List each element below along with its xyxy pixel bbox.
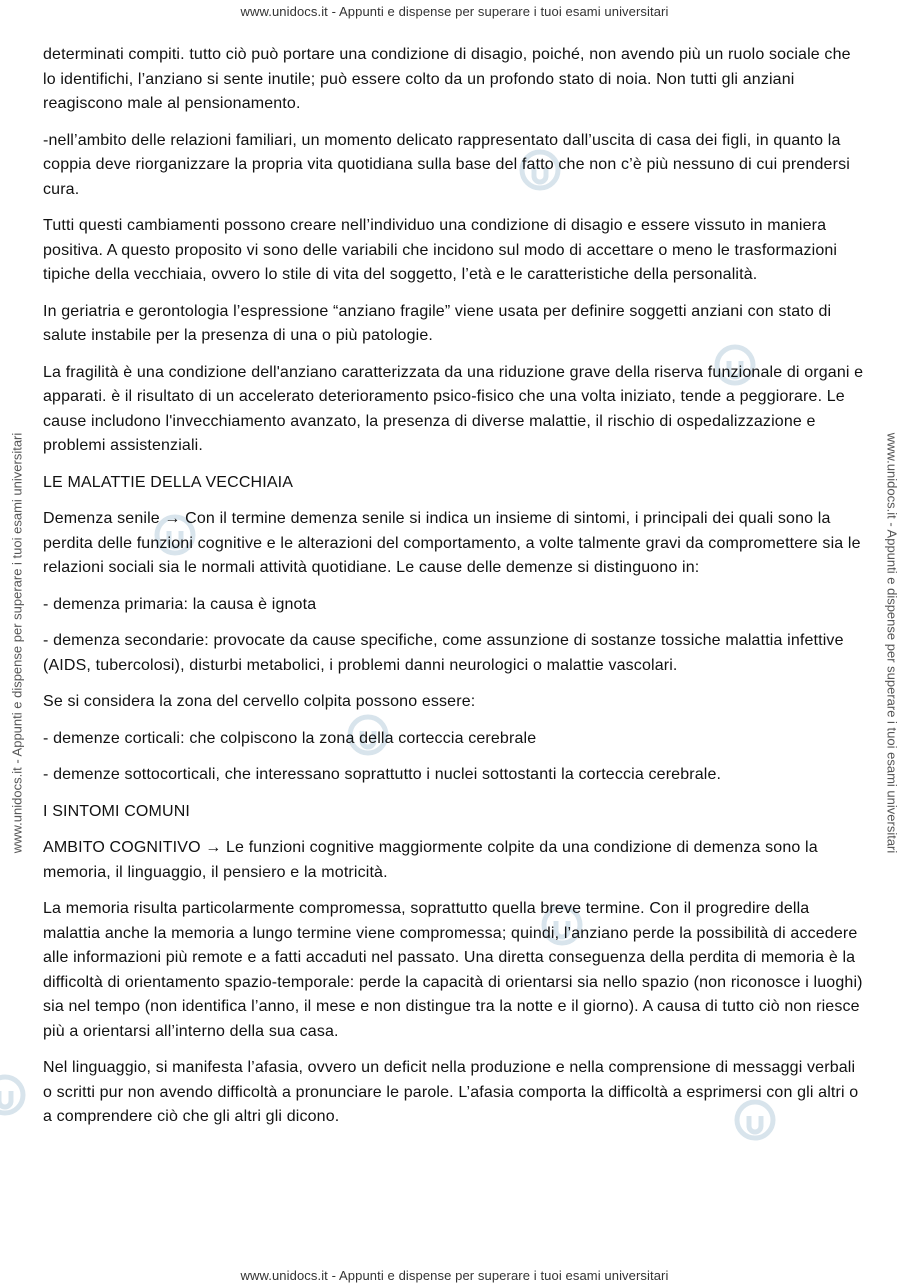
paragraph: Nel linguaggio, si manifesta l’afasia, ovvero un deficit nella produzione e nella comprensione di messaggi verbali o scritti pur non avendo difficoltà a pronunciare le parole. L’afasia comporta la difficoltà a esprimersi con gli altri o a comprendere ciò che gli altri gli dicono. [43,1059,859,1125]
watermark-logo-icon [0,1077,23,1113]
section-heading: I SINTOMI COMUNI [43,802,190,820]
document-body [43,43,868,1142]
paragraph: La memoria risulta particolarmente compromessa, soprattutto quella breve termine. Con il progredire della malattia anche la memoria a lungo termine viene compromessa; quindi, l’anziano perde la possibilità di accedere alle informazioni più remote e a fatti accaduti nel passato. Una diretta conseguenza della perdita di memoria è la difficoltà di orientamento spazio-temporale: perde la capacità di orientarsi sia nello spazio (non riconosce i luoghi) sia nel tempo (non identifica l’anno, il mese e non distingue tra la notte e il giorno). A causa di tutto ciò non riesce più a orientarsi all’interno della sua casa. [43,900,863,1040]
paragraph: determinati compiti. tutto ciò può portare una condizione di disagio, poiché, non avendo più un ruolo sociale che lo identifichi, l’anziano si sente inutile; può essere colto da un profondo stato di noia. Non tutti gli anziani reagiscono male al pensionamento. [43,46,851,112]
list-item: - demenze sottocorticali, che interessano soprattutto i nuclei sottostanti la corteccia cerebrale. [43,766,722,783]
paragraph: -nell’ambito delle relazioni familiari, un momento delicato rappresentato dall’uscita di casa dei figli, in quanto la coppia deve riorganizzare la propria vita quotidiana sulla base del fatto che non c’è più nessuno di cui prendersi cura. [43,131,850,198]
paragraph: La fragilità è una condizione dell'anziano caratterizzata da una riduzione grave della riserva funzionale di organi e apparati. è il risultato di un accelerato deterioramento psico-fisico che una volta iniziato, tende a peggiorare. Le cause includono l'invecchiamento avanzato, la presenza di diverse malattie, il rischio di ospedalizzazione e problemi assistenziali. [43,363,864,454]
watermark-footer: www.unidocs.it - Appunti e dispense per superare i tuoi esami universitari [240,1268,669,1283]
paragraph: Se si considera la zona del cervello colpita possono essere: [43,693,476,710]
paragraph: Tutti questi cambiamenti possono creare nell’individuo una condizione di disagio e essere vissuto in maniera positiva. A questo proposito vi sono delle variabili che incidono sul modo di accettare o meno le trasformazioni tipiche della vecchiaia, ovvero lo stile di vita del soggetto, l’età e le caratteristiche della personalità. [43,217,838,283]
list-item: - demenza primaria: la causa è ignota [43,595,317,613]
paragraph: In geriatria e gerontologia l’espressione “anziano fragile” viene usata per definire soggetti anziani con stato di salute instabile per la presenza di una o più patologie. [43,302,832,344]
list-item: - demenza secondarie: provocate da cause specifiche, come assunzione di sostanze tossiche malattia infettive (AIDS, tubercolosi), disturbi metabolici, i problemi danni neurologici o malattie vascolari. [43,632,844,674]
watermark-side-left: www.unidocs.it - Appunti e dispense per superare i tuoi esami universitari [9,432,25,854]
watermark-header: www.unidocs.it - Appunti e dispense per superare i tuoi esami universitari [240,4,669,19]
paragraph: AMBITO COGNITIVO → Le funzioni cognitive maggiormente colpite da una condizione di demenza sono la memoria, il linguaggio, il pensiero e la motricità. [43,839,818,881]
list-item: - demenze corticali: che colpiscono la zona della corteccia cerebrale [43,729,537,747]
paragraph: Demenza senile → Con il termine demenza senile si indica un insieme di sintomi, i principali dei quali sono la perdita delle funzioni cognitive e le alterazioni del comportamento, a volte talmente gravi da compromettere sia le relazioni sociali sia le normali attività quotidiane. Le cause delle demenze si distinguono in: [43,510,861,576]
section-heading: LE MALATTIE DELLA VECCHIAIA [43,473,294,491]
watermark-side-right: www.unidocs.it - Appunti e dispense per superare i tuoi esami universitari [884,432,900,854]
